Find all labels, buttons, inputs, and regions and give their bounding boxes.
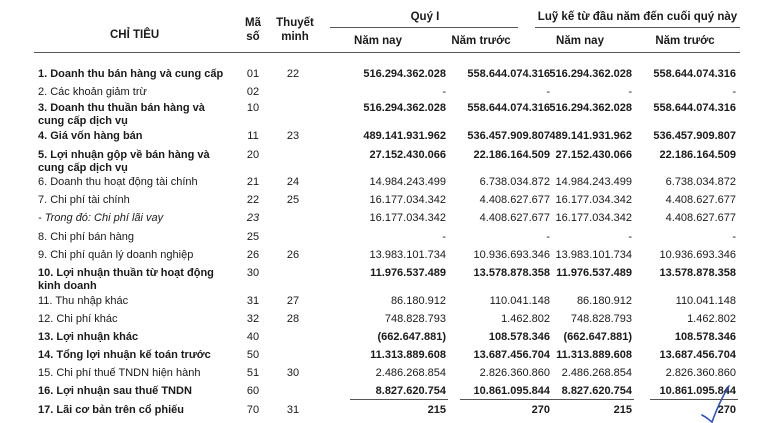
row-luyke-nam-truoc: 13.578.878.358 xyxy=(659,267,736,279)
row-luyke-nam-nay: 489.141.931.962 xyxy=(549,130,632,142)
row-label xyxy=(38,212,243,225)
row-label-line: 13. Lợi nhuận khác xyxy=(38,331,139,343)
row-label xyxy=(38,331,243,344)
row-note: 30 xyxy=(286,367,300,379)
row-code: 10 xyxy=(246,102,260,114)
row-luyke-nam-truoc: 108.578.346 xyxy=(674,331,736,343)
row-code: 30 xyxy=(246,267,260,279)
row-luyke-nam-truoc: 110.041.148 xyxy=(675,295,736,307)
row-quy-nam-nay: 8.827.620.754 xyxy=(375,385,446,397)
row-code: 02 xyxy=(246,86,260,98)
row-label-line: 4. Giá vốn hàng bán xyxy=(38,130,143,142)
row-luyke-nam-nay: 11.313.889.608 xyxy=(556,349,632,361)
row-quy-nam-truoc: 22.186.164.509 xyxy=(473,149,550,161)
row-quy-nam-truoc: 558.644.074.316 xyxy=(467,68,550,80)
row-code: 50 xyxy=(246,349,260,361)
row-label xyxy=(38,295,243,308)
row-quy-nam-nay: - xyxy=(442,231,446,243)
row-label xyxy=(38,313,243,326)
row-luyke-nam-nay: 2.486.268.854 xyxy=(561,367,632,379)
row-label-line: kinh doanh xyxy=(38,279,97,292)
row-label xyxy=(38,385,243,398)
header-bottom-line xyxy=(34,52,740,53)
total-underline xyxy=(460,399,552,400)
row-code: 23 xyxy=(246,212,260,224)
header-nam-truoc-quy: Năm trước xyxy=(451,35,511,47)
row-luyke-nam-truoc: 13.687.456.704 xyxy=(659,349,736,361)
row-label xyxy=(38,149,243,174)
row-label xyxy=(38,367,243,380)
row-label xyxy=(38,231,243,244)
row-note: 25 xyxy=(286,194,300,206)
row-luyke-nam-truoc: 536.457.909.807 xyxy=(653,130,736,142)
row-luyke-nam-truoc: 558.644.074.316 xyxy=(653,102,736,114)
row-luyke-nam-nay: - xyxy=(628,231,632,243)
row-label-line: - Trong đó: Chi phí lãi vay xyxy=(38,212,164,224)
row-label xyxy=(38,249,243,262)
row-quy-nam-truoc: 6.738.034.872 xyxy=(479,176,550,188)
row-quy-nam-nay: 16.177.034.342 xyxy=(369,212,446,224)
header-thuyet-minh-line1: Thuyết xyxy=(276,17,314,29)
row-luyke-nam-nay: 215 xyxy=(613,404,632,416)
row-quy-nam-truoc: - xyxy=(546,231,550,243)
row-luyke-nam-nay: - xyxy=(628,86,632,98)
row-luyke-nam-truoc: 1.462.802 xyxy=(687,313,736,325)
row-note: 28 xyxy=(286,313,300,325)
row-quy-nam-nay: 748.828.793 xyxy=(384,313,446,325)
header-ma-so xyxy=(240,16,266,44)
row-code: 22 xyxy=(246,194,260,206)
row-quy-nam-nay: 516.294.362.028 xyxy=(363,102,446,114)
row-label xyxy=(38,176,243,189)
row-code: 11 xyxy=(247,130,259,142)
row-luyke-nam-truoc: 2.826.360.860 xyxy=(665,367,736,379)
row-luyke-nam-truoc: 4.408.627.677 xyxy=(665,194,736,206)
row-label-line: 2. Các khoản giảm trừ xyxy=(38,86,147,98)
row-luyke-nam-nay: (662.647.881) xyxy=(563,331,632,343)
header-divider-luyke xyxy=(535,27,740,28)
row-luyke-nam-truoc: - xyxy=(732,86,736,98)
row-luyke-nam-truoc: 4.408.627.677 xyxy=(665,212,736,224)
header-ma-so-line1: Mã xyxy=(245,17,261,29)
header-nam-truoc-luyke: Năm trước xyxy=(655,35,715,47)
row-quy-nam-nay: 27.152.430.066 xyxy=(369,149,446,161)
row-code: 51 xyxy=(246,367,260,379)
row-label xyxy=(38,404,243,417)
row-note: 23 xyxy=(286,130,300,142)
row-quy-nam-nay: 14.984.243.499 xyxy=(369,176,446,188)
row-label-line: 3. Doanh thu thuần bán hàng và xyxy=(38,102,205,114)
row-note: 26 xyxy=(286,249,300,261)
row-label-line: 16. Lợi nhuận sau thuế TNDN xyxy=(38,385,192,397)
row-note: 22 xyxy=(286,68,300,80)
row-label-line: 15. Chi phí thuế TNDN hiện hành xyxy=(38,367,201,379)
header-nam-nay-quy: Năm nay xyxy=(354,35,402,47)
row-luyke-nam-truoc: 10.861.095.844 xyxy=(659,385,736,397)
row-quy-nam-truoc: 558.644.074.316 xyxy=(467,102,550,114)
row-luyke-nam-truoc: 6.738.034.872 xyxy=(665,176,736,188)
row-quy-nam-truoc: 270 xyxy=(531,404,550,416)
row-luyke-nam-nay: 11.976.537.489 xyxy=(556,267,632,279)
row-luyke-nam-truoc: - xyxy=(732,231,736,243)
header-nam-nay-luyke: Năm nay xyxy=(556,35,604,47)
header-quy-i: Quý I xyxy=(410,11,440,23)
row-code: 31 xyxy=(246,295,260,307)
row-luyke-nam-nay: 27.152.430.066 xyxy=(555,149,632,161)
row-luyke-nam-truoc: 10.936.693.346 xyxy=(659,249,736,261)
row-quy-nam-truoc: 2.826.360.860 xyxy=(479,367,550,379)
row-label-line: 8. Chi phí bán hàng xyxy=(38,231,135,243)
row-luyke-nam-nay: 516.294.362.028 xyxy=(549,102,632,114)
row-quy-nam-truoc: 1.462.802 xyxy=(501,313,550,325)
header-divider-quy xyxy=(330,27,518,28)
row-label-line: 14. Tổng lợi nhuận kế toán trước xyxy=(38,349,211,361)
row-label-line: 10. Lợi nhuận thuần từ hoạt động xyxy=(38,267,214,279)
row-quy-nam-nay: 11.313.889.608 xyxy=(370,349,446,361)
header-thuyet-minh-line2: minh xyxy=(281,31,309,43)
row-luyke-nam-nay: 14.984.243.499 xyxy=(555,176,632,188)
row-code: 25 xyxy=(246,231,260,243)
row-quy-nam-nay: 2.486.268.854 xyxy=(375,367,446,379)
row-label-line: cung cấp dịch vụ xyxy=(38,114,128,127)
row-label-line: 12. Chi phí khác xyxy=(38,313,118,325)
header-ma-so-line2: số xyxy=(246,31,260,43)
row-label-line: 11. Thu nhập khác xyxy=(38,295,129,307)
row-label xyxy=(38,130,243,143)
total-underline xyxy=(547,399,634,400)
row-luyke-nam-nay: 516.294.362.028 xyxy=(549,68,632,80)
row-quy-nam-truoc: 10.861.095.844 xyxy=(473,385,550,397)
row-code: 21 xyxy=(246,176,260,188)
row-label xyxy=(38,68,243,81)
row-quy-nam-nay: (662.647.881) xyxy=(377,331,446,343)
row-note: 27 xyxy=(286,295,300,307)
row-note: 24 xyxy=(286,176,300,188)
row-quy-nam-nay: 215 xyxy=(427,404,446,416)
row-label-line: 7. Chi phí tài chính xyxy=(38,194,130,206)
row-quy-nam-nay: 11.976.537.489 xyxy=(370,267,446,279)
total-underline xyxy=(350,399,448,400)
row-quy-nam-truoc: 108.578.346 xyxy=(488,331,550,343)
header-thuyet-minh xyxy=(270,16,320,44)
row-quy-nam-truoc: 13.578.878.358 xyxy=(473,267,550,279)
total-underline xyxy=(650,399,738,400)
row-quy-nam-nay: 516.294.362.028 xyxy=(363,68,446,80)
row-luyke-nam-truoc: 270 xyxy=(717,404,736,416)
row-label-line: 1. Doanh thu bán hàng và cung cấp xyxy=(38,68,224,80)
row-label-line: 5. Lợi nhuận gộp về bán hàng và xyxy=(38,149,210,161)
row-label xyxy=(38,102,243,127)
row-label-line: 6. Doanh thu hoạt động tài chính xyxy=(38,176,198,188)
row-luyke-nam-nay: 13.983.101.734 xyxy=(555,249,632,261)
row-luyke-nam-truoc: 558.644.074.316 xyxy=(653,68,736,80)
row-code: 20 xyxy=(246,149,260,161)
row-quy-nam-truoc: 13.687.456.704 xyxy=(473,349,550,361)
row-luyke-nam-nay: 86.180.912 xyxy=(576,295,632,307)
row-quy-nam-nay: 489.141.931.962 xyxy=(363,130,446,142)
row-quy-nam-nay: 86.180.912 xyxy=(390,295,446,307)
row-quy-nam-truoc: 10.936.693.346 xyxy=(473,249,550,261)
handwritten-tick-mark xyxy=(700,385,730,423)
row-quy-nam-nay: - xyxy=(442,86,446,98)
row-quy-nam-truoc: 4.408.627.677 xyxy=(479,212,550,224)
row-quy-nam-nay: 13.983.101.734 xyxy=(369,249,446,261)
row-code: 70 xyxy=(246,404,260,416)
row-quy-nam-truoc: 110.041.148 xyxy=(489,295,550,307)
row-quy-nam-truoc: 4.408.627.677 xyxy=(479,194,550,206)
row-code: 01 xyxy=(246,68,260,80)
row-label-line: 17. Lãi cơ bản trên cổ phiếu xyxy=(38,404,184,416)
row-label-line: cung cấp dịch vụ xyxy=(38,161,128,174)
header-luy-ke: Luỹ kế từ đầu năm đến cuối quý này xyxy=(537,11,738,23)
row-note: 31 xyxy=(286,404,300,416)
row-quy-nam-truoc: - xyxy=(546,86,550,98)
row-luyke-nam-nay: 8.827.620.754 xyxy=(561,385,632,397)
row-label xyxy=(38,349,243,362)
row-quy-nam-truoc: 536.457.909.807 xyxy=(467,130,550,142)
header-chi-tieu: CHỈ TIÊU xyxy=(110,29,160,41)
row-code: 32 xyxy=(246,313,260,325)
row-label xyxy=(38,86,243,99)
row-luyke-nam-nay: 16.177.034.342 xyxy=(555,212,632,224)
row-luyke-nam-nay: 16.177.034.342 xyxy=(555,194,632,206)
row-luyke-nam-nay: 748.828.793 xyxy=(570,313,632,325)
row-label xyxy=(38,267,243,292)
row-code: 40 xyxy=(246,331,260,343)
row-code: 60 xyxy=(246,385,260,397)
row-luyke-nam-truoc: 22.186.164.509 xyxy=(659,149,736,161)
row-label-line: 9. Chi phí quản lý doanh nghiệp xyxy=(38,249,194,261)
row-label xyxy=(38,194,243,207)
row-code: 26 xyxy=(246,249,260,261)
row-quy-nam-nay: 16.177.034.342 xyxy=(369,194,446,206)
